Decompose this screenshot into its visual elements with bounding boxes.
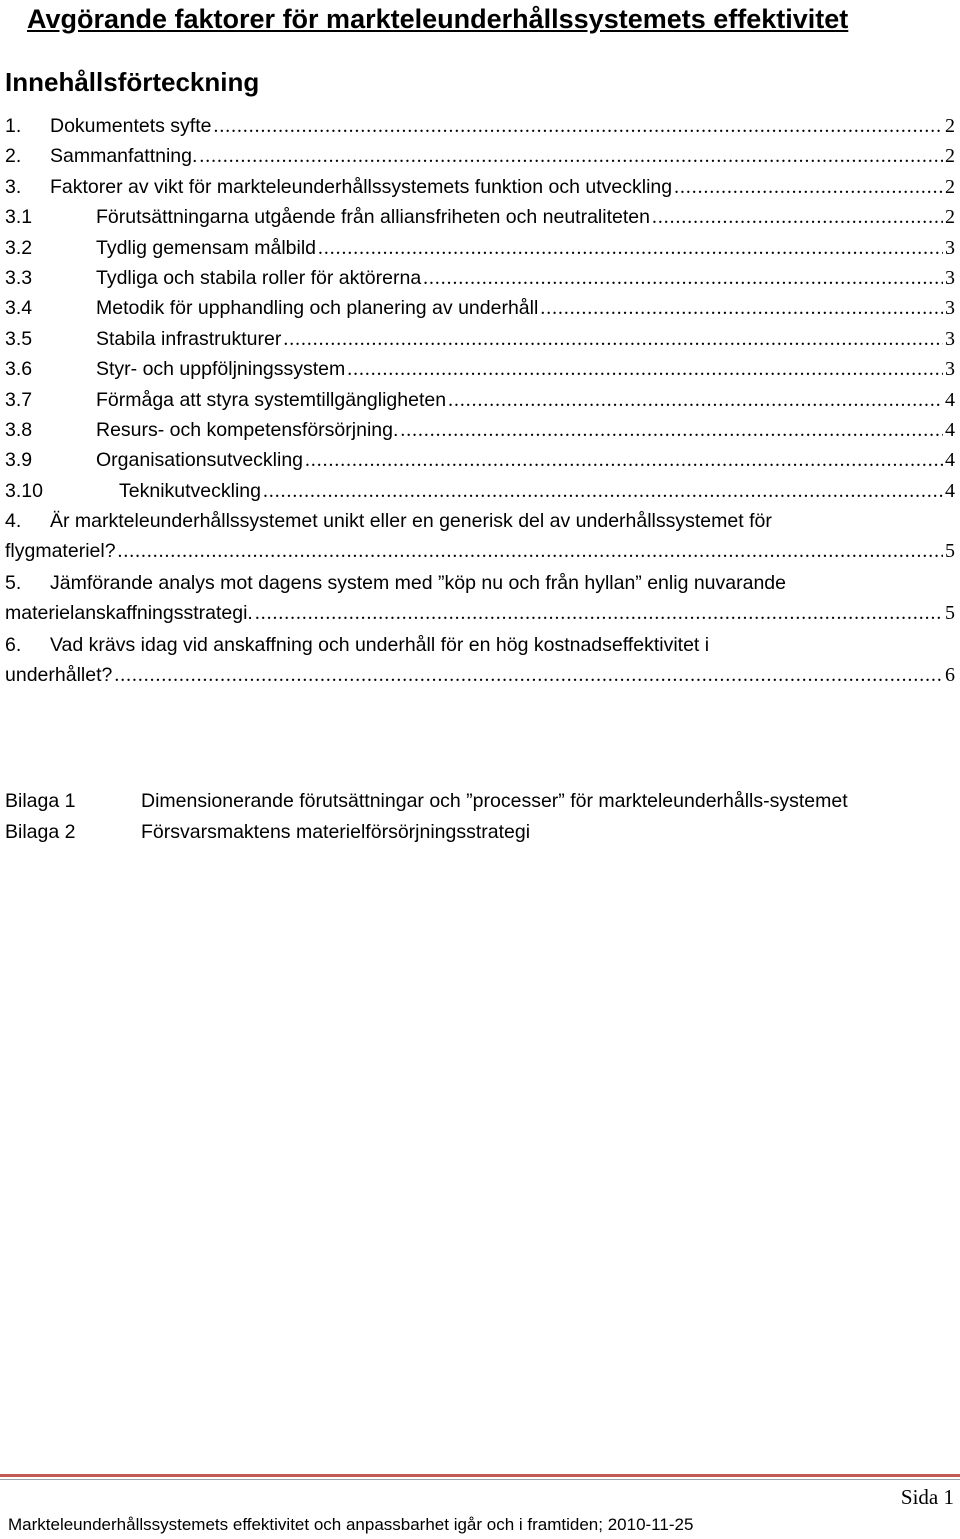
toc-entry-page: 4 [945,479,955,502]
toc-entry-label-continued: underhållet? [5,664,113,687]
appendix-entry [5,817,935,848]
toc-dot-leader [263,477,943,507]
toc-entry-page: 4 [945,388,955,411]
toc-entry-page: 5 [945,602,955,625]
toc-entry-number: 3. [5,175,22,198]
toc-entry-page: 3 [945,297,955,320]
toc-entry-page: 2 [945,115,955,137]
toc-dot-leader [400,416,943,446]
toc-dot-leader [118,537,943,567]
toc-entry[interactable] [5,172,955,202]
toc-entry-label: Jämförande analys mot dagens system med ”köp nu och från hyllan” enlig nuvarande [50,571,786,594]
toc-dot-leader [318,234,943,264]
toc-entry-page: 4 [945,449,955,472]
toc-dot-leader [305,446,943,476]
toc-entry-number: 3.4 [5,297,33,320]
toc-dot-leader [114,661,943,691]
footer-text: Markteleunderhållssystemets effektivitet och anpassbarhet igår och i framtiden; 2010-11-25 [8,1515,694,1534]
toc-dot-leader [540,294,943,324]
toc-dot-leader [199,142,943,172]
toc-entry-number: 3.6 [5,358,33,381]
toc-entry-wrapped[interactable] [5,568,955,630]
toc-entry[interactable] [5,233,955,263]
toc-dot-leader [674,173,943,203]
toc-entry[interactable] [5,202,955,232]
toc-entry-number: 3.5 [5,327,33,350]
toc-entry-label: Styr- och uppföljningssystem [96,358,346,381]
toc-entry-label: Teknikutveckling [119,479,261,502]
document-title: Avgörande faktorer för markteleunderhållssystemets effektivitet [27,4,849,34]
toc-entry-page: 2 [945,145,955,168]
appendix-list [5,786,935,847]
toc-entry-label: Förutsättningarna utgående från alliansfriheten och neutraliteten [96,206,650,229]
toc-entry-number: 3.1 [5,206,33,229]
toc-dot-leader [423,264,943,294]
appendix-entry [5,786,935,817]
toc-entry-page: 4 [945,418,955,441]
toc-entry-label: Förmåga att styra systemtillgängligheten [96,388,447,411]
toc-entry[interactable] [5,415,955,445]
toc-entry-label: Är markteleunderhållssystemet unikt eller en generisk del av underhållssystemet för [50,510,772,533]
toc-entry-page: 3 [945,236,955,259]
appendix-number: Bilaga 2 [5,820,76,843]
appendix-title: Försvarsmaktens materielförsörjningsstrategi [141,820,531,843]
toc-entry-label: Resurs- och kompetensförsörjning. [96,418,399,441]
toc-entry[interactable] [5,445,955,475]
toc-dot-leader [255,599,943,629]
footer-rule-thin [0,1479,960,1480]
toc-entry-page: 3 [945,327,955,350]
toc-entry[interactable] [5,354,955,384]
toc-entry-label: Vad krävs idag vid anskaffning och underhåll för en hög kostnadseffektivitet i [50,633,710,656]
toc-dot-leader [347,355,943,385]
toc-dot-leader [283,325,943,355]
toc-entry-label: Metodik för upphandling och planering av underhåll [96,297,539,320]
toc-entry-number: 1. [5,115,22,137]
toc-entry-page: 6 [945,664,955,687]
footer-rule [0,1474,960,1477]
toc-entry[interactable] [5,385,955,415]
toc-entry-label-continued: flygmateriel? [5,540,116,563]
toc-heading: Innehållsförteckning [5,67,260,97]
toc-entry[interactable] [5,141,955,171]
toc-entry-page: 3 [945,266,955,289]
toc-entry-label: Tydlig gemensam målbild [96,236,317,259]
toc-entry-label: Stabila infrastrukturer [96,327,282,350]
toc-entry-label: Sammanfattning. [50,145,198,168]
toc-entry-number: 5. [5,571,22,594]
toc-entry-label-continued: materielanskaffningsstrategi. [5,602,253,625]
toc-entry-label: Organisationsutveckling [96,449,304,472]
appendix-title: Dimensionerande förutsättningar och ”processer” för markteleunderhålls-systemet [141,790,848,812]
toc-entry-number: 3.7 [5,388,33,411]
toc-entry-page: 3 [945,358,955,381]
toc-entry[interactable] [5,293,955,323]
toc-entry-number: 3.8 [5,418,33,441]
toc-entry-wrapped[interactable] [5,506,955,568]
toc-entry-number: 3.9 [5,449,33,472]
appendix-number: Bilaga 1 [5,790,76,812]
toc-entry[interactable] [5,111,955,141]
toc-entry-label: Dokumentets syfte [50,115,212,137]
toc-entry-number: 6. [5,633,22,656]
toc-entry-number: 3.2 [5,236,33,259]
toc-dot-leader [652,203,943,233]
toc-entry-label: Tydliga och stabila roller för aktörerna [96,266,422,289]
toc-entry[interactable] [5,476,955,506]
toc-dot-leader [213,112,943,142]
table-of-contents [5,111,955,692]
toc-entry-number: 3.10 [5,479,43,502]
toc-entry[interactable] [5,324,955,354]
toc-entry-number: 3.3 [5,266,33,289]
toc-dot-leader [448,386,943,416]
page-number: Sida 1 [900,1485,954,1509]
toc-entry-page: 2 [945,206,955,229]
toc-entry-number: 4. [5,510,22,533]
toc-entry-wrapped[interactable] [5,630,955,692]
toc-entry-label: Faktorer av vikt för markteleunderhållssystemets funktion och utveckling [50,175,673,198]
toc-entry-number: 2. [5,145,22,168]
toc-entry-page: 5 [945,540,955,563]
toc-entry[interactable] [5,263,955,293]
toc-entry-page: 2 [945,175,955,198]
